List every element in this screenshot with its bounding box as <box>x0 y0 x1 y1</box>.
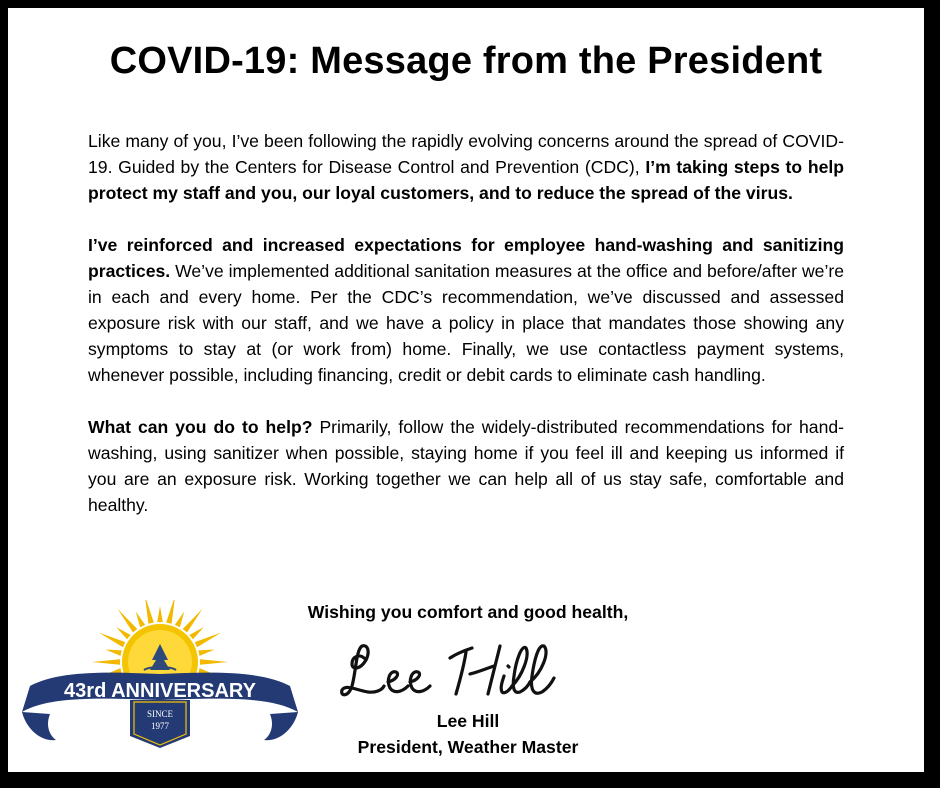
paragraph-3-text: Primarily, follow the widely-distributed recommendations for hand-washing, using sanitizer when possible, staying home if you feel ill and keeping us informed if you are an exposure risk. Working together we can help all of us stay safe, comfortable and healthy. <box>88 417 844 515</box>
paragraph-1 <box>88 128 844 206</box>
sun-ray <box>99 632 126 647</box>
paragraph-1-text: Like many of you, I’ve been following the rapidly evolving concerns around the spread of COVID-19. Guided by the Centers for Disease Control and Prevention (CDC), <box>88 131 844 177</box>
paragraph-2 <box>88 232 844 388</box>
sun-ray <box>157 606 163 622</box>
signature-image <box>338 636 598 706</box>
paragraph-3-bold: What can you do to help? <box>88 417 313 437</box>
paragraph-1-bold: I’m taking steps to help protect my staff and you, our loyal customers, and to reduce the spread of the virus. <box>88 157 844 203</box>
paragraph-2-text: We’ve implemented additional sanitation measures at the office and before/after we’re in each and every home. Per the CDC’s recommendation, we’ve discussed and assessed exposure risk with our staff, and we have a policy in place that mandates those showing any symptoms to stay at (or work from) home. Finally, we use contactless payment systems, whenever possible, including financing, credit or debit cards to eliminate cash handling. <box>88 261 844 385</box>
sun-ray <box>116 627 130 639</box>
sun-ray <box>195 632 222 647</box>
sun-ray <box>166 600 175 624</box>
paragraph-3 <box>88 414 844 518</box>
message-body <box>88 128 844 544</box>
signer-title: President, Weather Master <box>357 737 579 757</box>
since-label: SINCE <box>146 709 174 719</box>
sun-ray <box>105 650 121 656</box>
sun-ray <box>145 600 154 624</box>
sun-ray <box>136 612 146 628</box>
sun-ray <box>200 659 228 665</box>
closing-line: Wishing you comfort and good health, <box>307 602 629 622</box>
page-title: COVID-19: Message from the President <box>109 40 823 82</box>
signer-name: Lee Hill <box>436 711 500 731</box>
sun-ray <box>118 609 138 633</box>
paragraph-2-bold: I’ve reinforced and increased expectations for employee hand-washing and sanitizing practices. <box>88 235 844 281</box>
sun-ray <box>175 612 185 628</box>
sun-ray <box>183 609 203 633</box>
anniversary-logo <box>20 600 300 760</box>
banner-text: 43rd ANNIVERSARY <box>64 680 256 702</box>
sun-ray <box>189 627 203 639</box>
sun-ray <box>92 659 120 665</box>
message-page <box>8 8 924 772</box>
sun-ray <box>198 650 214 656</box>
since-year: 1977 <box>151 721 169 731</box>
